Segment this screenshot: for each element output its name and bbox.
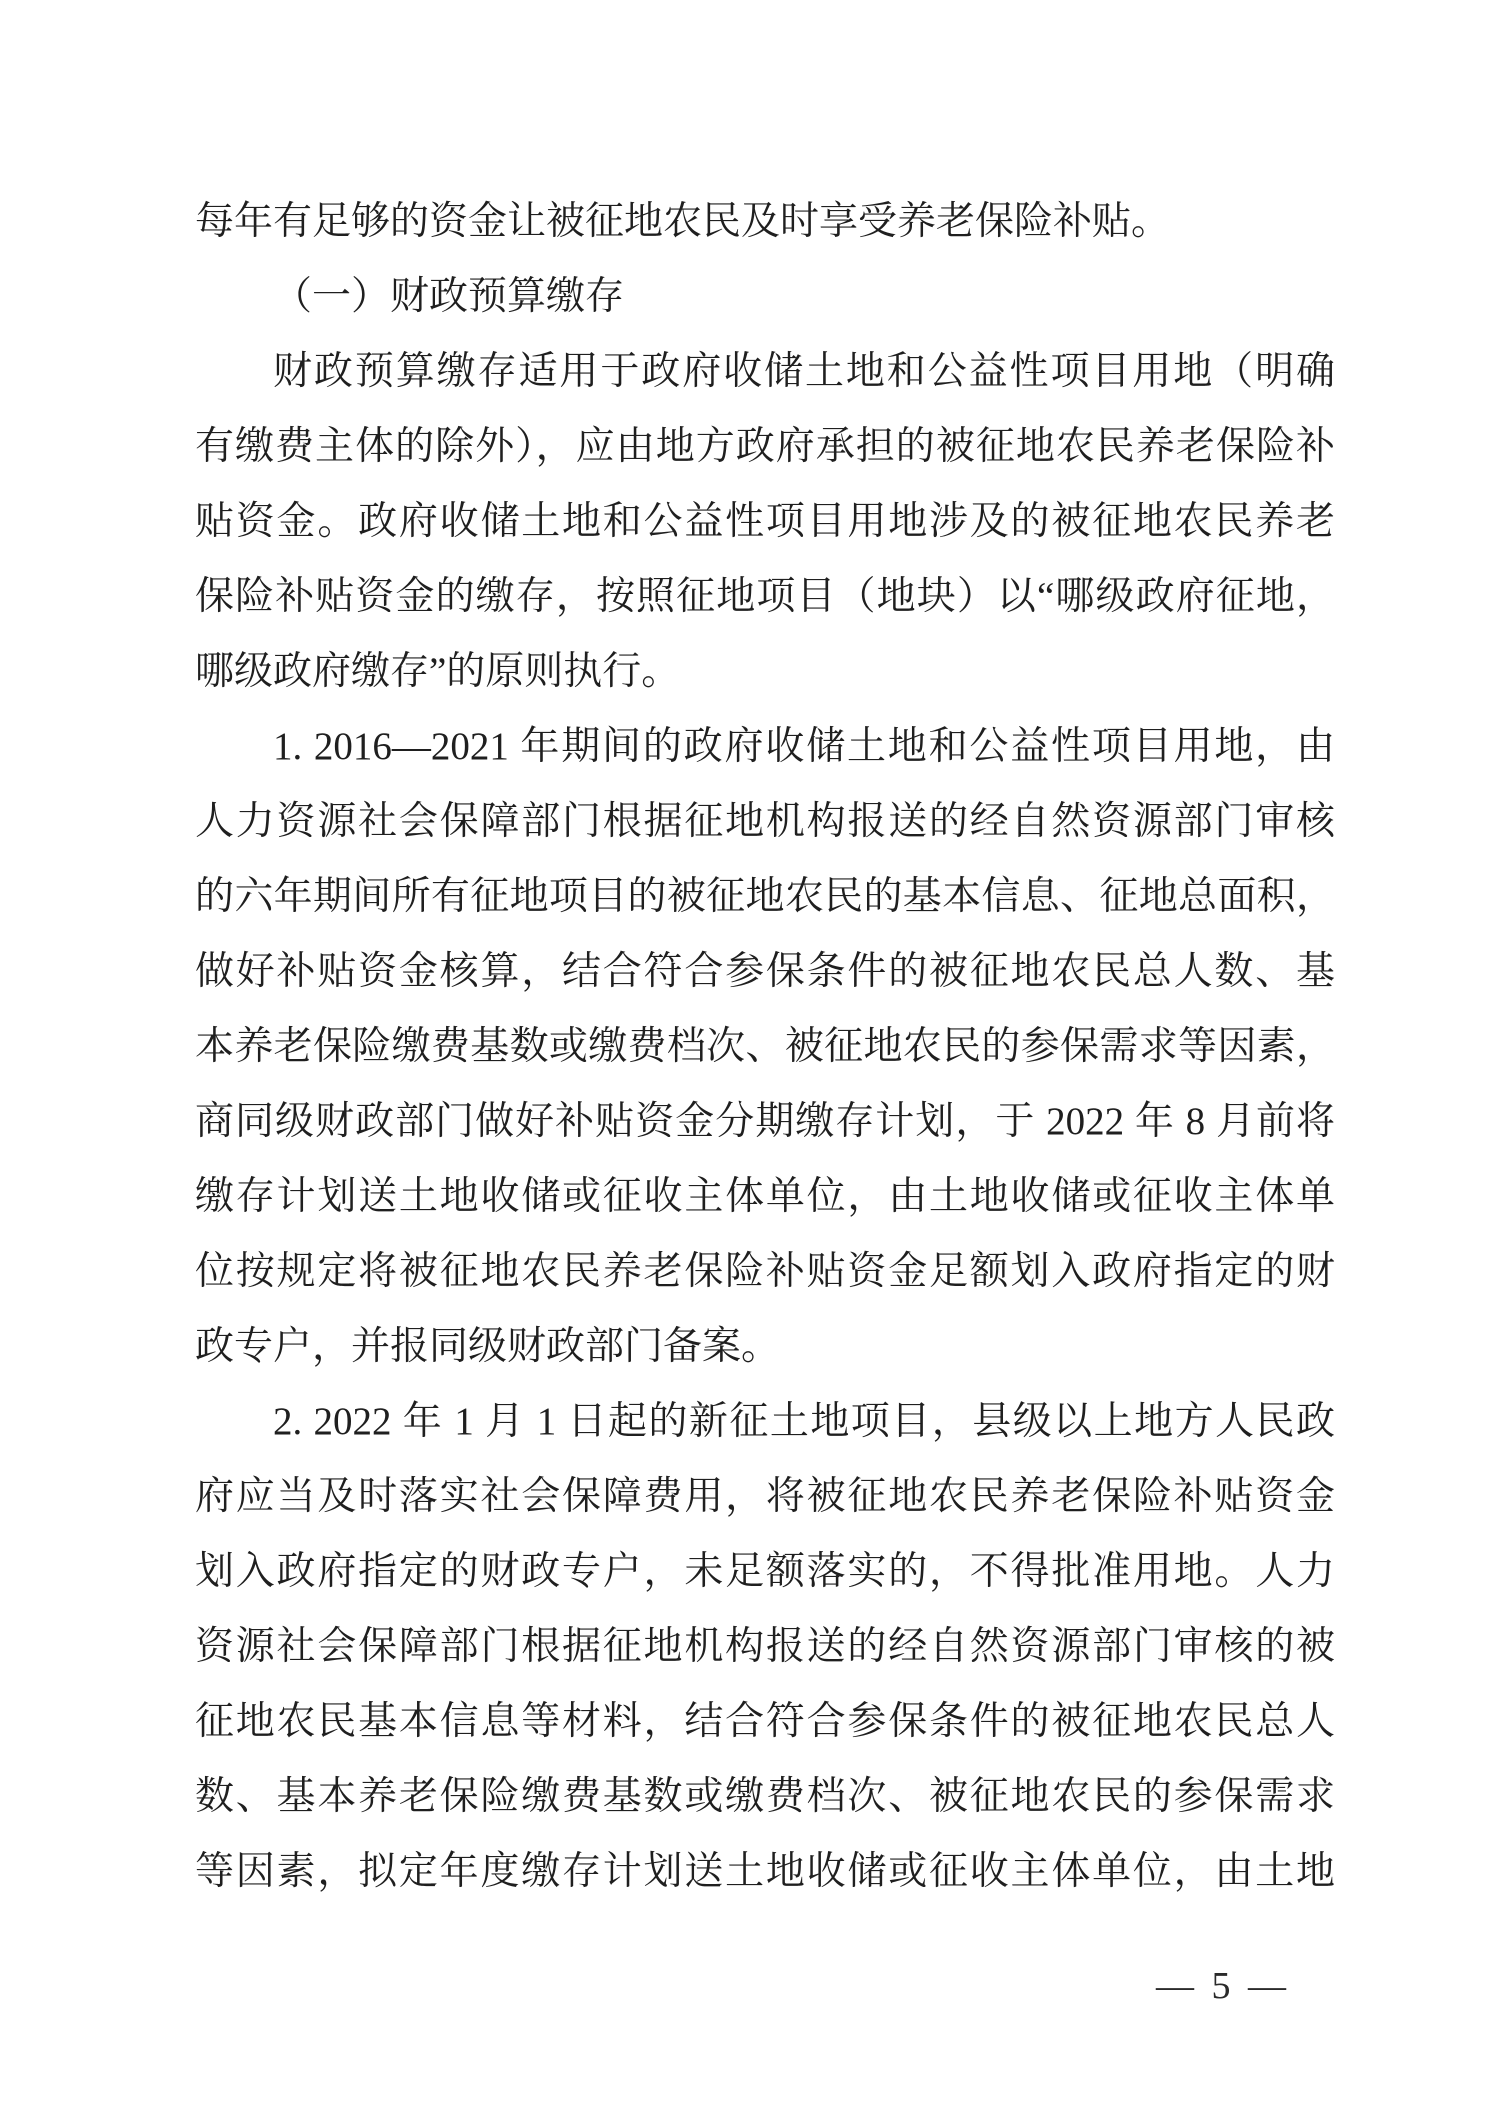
page-number: — 5 — [1156,1965,1290,2007]
text-line: 等因素，拟定年度缴存计划送土地收储或征收主体单位，由土地 [195,1850,1335,1893]
text-line: 缴存计划送土地收储或征收主体单位，由土地收储或征收主体单 [195,1175,1335,1218]
text-line: 有缴费主体的除外），应由地方政府承担的被征地农民养老保险补 [195,425,1335,468]
document-body [195,184,1335,1909]
text-line: 位按规定将被征地农民养老保险补贴资金足额划入政府指定的财 [195,1250,1335,1293]
text-line: （一）财政预算缴存 [273,275,625,318]
text-line: 每年有足够的资金让被征地农民及时享受养老保险补贴。 [195,200,1171,243]
text-line: 府应当及时落实社会保障费用，将被征地农民养老保险补贴资金 [195,1475,1335,1518]
text-line: 征地农民基本信息等材料，结合符合参保条件的被征地农民总人 [195,1700,1335,1743]
text-line: 本养老保险缴费基数或缴费档次、被征地农民的参保需求等因素， [195,1025,1335,1068]
text-line: 做好补贴资金核算，结合符合参保条件的被征地农民总人数、基 [195,950,1335,993]
text-line: 人力资源社会保障部门根据征地机构报送的经自然资源部门审核 [195,800,1335,843]
text-line: 数、基本养老保险缴费基数或缴费档次、被征地农民的参保需求 [195,1775,1335,1818]
text-line: 哪级政府缴存”的原则执行。 [195,650,681,693]
text-line: 商同级财政部门做好补贴资金分期缴存计划，于 2022 年 8 月前将 [195,1100,1335,1143]
text-line: 贴资金。政府收储土地和公益性项目用地涉及的被征地农民养老 [195,500,1335,543]
text-line: 划入政府指定的财政专户，未足额落实的，不得批准用地。人力 [195,1550,1335,1593]
text-line: 财政预算缴存适用于政府收储土地和公益性项目用地（明确 [273,350,1335,393]
text-line: 的六年期间所有征地项目的被征地农民的基本信息、征地总面积， [195,875,1335,918]
text-line: 保险补贴资金的缴存，按照征地项目（地块）以“哪级政府征地， [195,575,1335,618]
text-line: 2. 2022 年 1 月 1 日起的新征土地项目，县级以上地方人民政 [273,1400,1335,1443]
text-line: 资源社会保障部门根据征地机构报送的经自然资源部门审核的被 [195,1625,1335,1668]
text-line: 政专户，并报同级财政部门备案。 [195,1325,781,1368]
text-line: 1. 2016—2021 年期间的政府收储土地和公益性项目用地，由 [273,725,1335,768]
